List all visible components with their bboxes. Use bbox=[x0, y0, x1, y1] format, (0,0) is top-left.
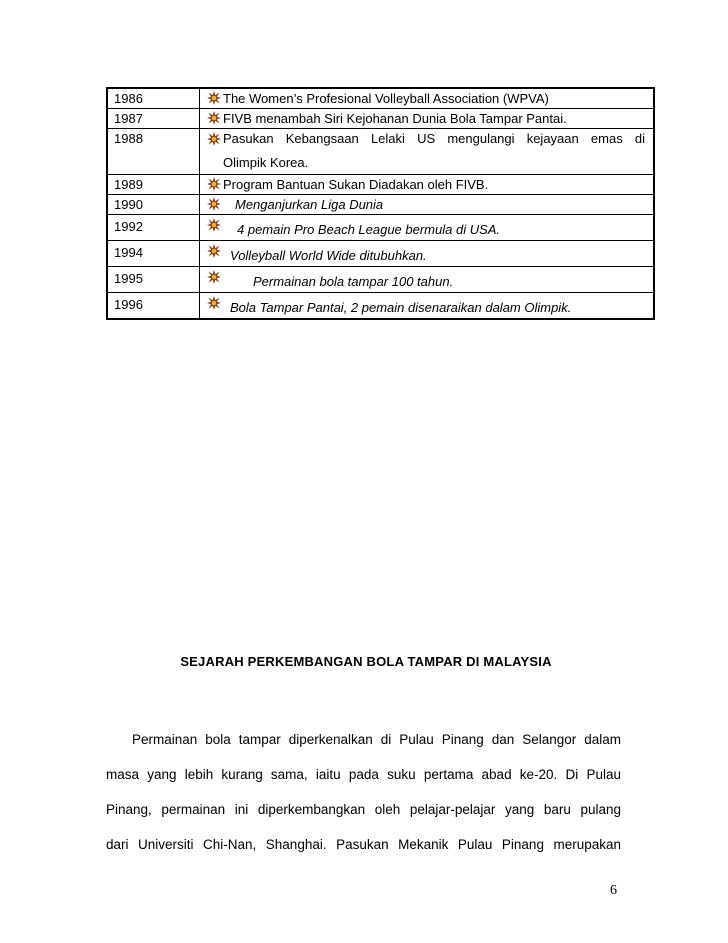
event-text: Volleyball World Wide ditubuhkan. bbox=[230, 248, 427, 263]
event-text-line2: Olimpik Korea. bbox=[223, 155, 309, 170]
starburst-bullet-icon bbox=[207, 244, 221, 258]
event-cell bbox=[200, 195, 655, 215]
event-text: 4 pemain Pro Beach League bermula di USA. bbox=[237, 222, 501, 237]
year-cell: 1996 bbox=[107, 293, 200, 320]
starburst-bullet-icon bbox=[207, 218, 221, 232]
event-text: Bola Tampar Pantai, 2 pemain disenaraikan dalam Olimpik. bbox=[230, 300, 572, 315]
table-row bbox=[107, 267, 654, 293]
event-cell bbox=[200, 293, 655, 320]
paragraph-line: masa yang lebih kurang sama, iaitu pada suku pertama abad ke-20. Di Pulau bbox=[106, 767, 621, 782]
table-row bbox=[107, 215, 654, 241]
event-text: The Women’s Profesional Volleyball Association (WPVA) bbox=[223, 91, 549, 106]
timeline-table bbox=[106, 87, 655, 320]
table-row bbox=[107, 241, 654, 267]
event-cell bbox=[200, 88, 655, 109]
starburst-bullet-icon bbox=[207, 270, 221, 284]
paragraph-line: Pinang, permainan ini diperkembangkan oleh pelajar-pelajar yang baru pulang bbox=[106, 802, 621, 817]
page-number: 6 bbox=[610, 883, 617, 898]
table-row bbox=[107, 129, 654, 175]
year-cell: 1986 bbox=[107, 88, 200, 109]
event-text: Program Bantuan Sukan Diadakan oleh FIVB. bbox=[223, 177, 489, 192]
event-cell bbox=[200, 241, 655, 267]
section-title: SEJARAH PERKEMBANGAN BOLA TAMPAR DI MALAYSIA bbox=[180, 654, 552, 669]
year-cell: 1994 bbox=[107, 241, 200, 267]
event-cell bbox=[200, 109, 655, 129]
body-paragraph bbox=[106, 722, 621, 862]
table-row bbox=[107, 109, 654, 129]
starburst-bullet-icon bbox=[207, 111, 221, 125]
table-row bbox=[107, 293, 654, 320]
starburst-bullet-icon bbox=[207, 197, 221, 211]
event-cell bbox=[200, 267, 655, 293]
event-cell bbox=[200, 129, 655, 175]
year-cell: 1990 bbox=[107, 195, 200, 215]
table-row bbox=[107, 175, 654, 195]
event-cell bbox=[200, 175, 655, 195]
paragraph-line: Permainan bola tampar diperkenalkan di Pulau Pinang dan Selangor dalam bbox=[132, 732, 621, 747]
year-cell: 1989 bbox=[107, 175, 200, 195]
starburst-bullet-icon bbox=[207, 91, 221, 105]
paragraph-line: dari Universiti Chi-Nan, Shanghai. Pasukan Mekanik Pulau Pinang merupakan bbox=[106, 837, 621, 852]
year-cell: 1988 bbox=[107, 129, 200, 175]
event-cell bbox=[200, 215, 655, 241]
event-text-line1: Pasukan Kebangsaan Lelaki US mengulangi kejayaan emas di bbox=[223, 131, 645, 146]
year-cell: 1987 bbox=[107, 109, 200, 129]
starburst-bullet-icon bbox=[207, 132, 221, 146]
event-text: FIVB menambah Siri Kejohanan Dunia Bola Tampar Pantai. bbox=[223, 111, 567, 126]
year-cell: 1995 bbox=[107, 267, 200, 293]
year-cell: 1992 bbox=[107, 215, 200, 241]
starburst-bullet-icon bbox=[207, 177, 221, 191]
starburst-bullet-icon bbox=[207, 296, 221, 310]
event-text: Permainan bola tampar 100 tahun. bbox=[253, 274, 454, 289]
event-text: Menganjurkan Liga Dunia bbox=[235, 197, 384, 212]
table-row bbox=[107, 88, 654, 109]
table-row bbox=[107, 195, 654, 215]
